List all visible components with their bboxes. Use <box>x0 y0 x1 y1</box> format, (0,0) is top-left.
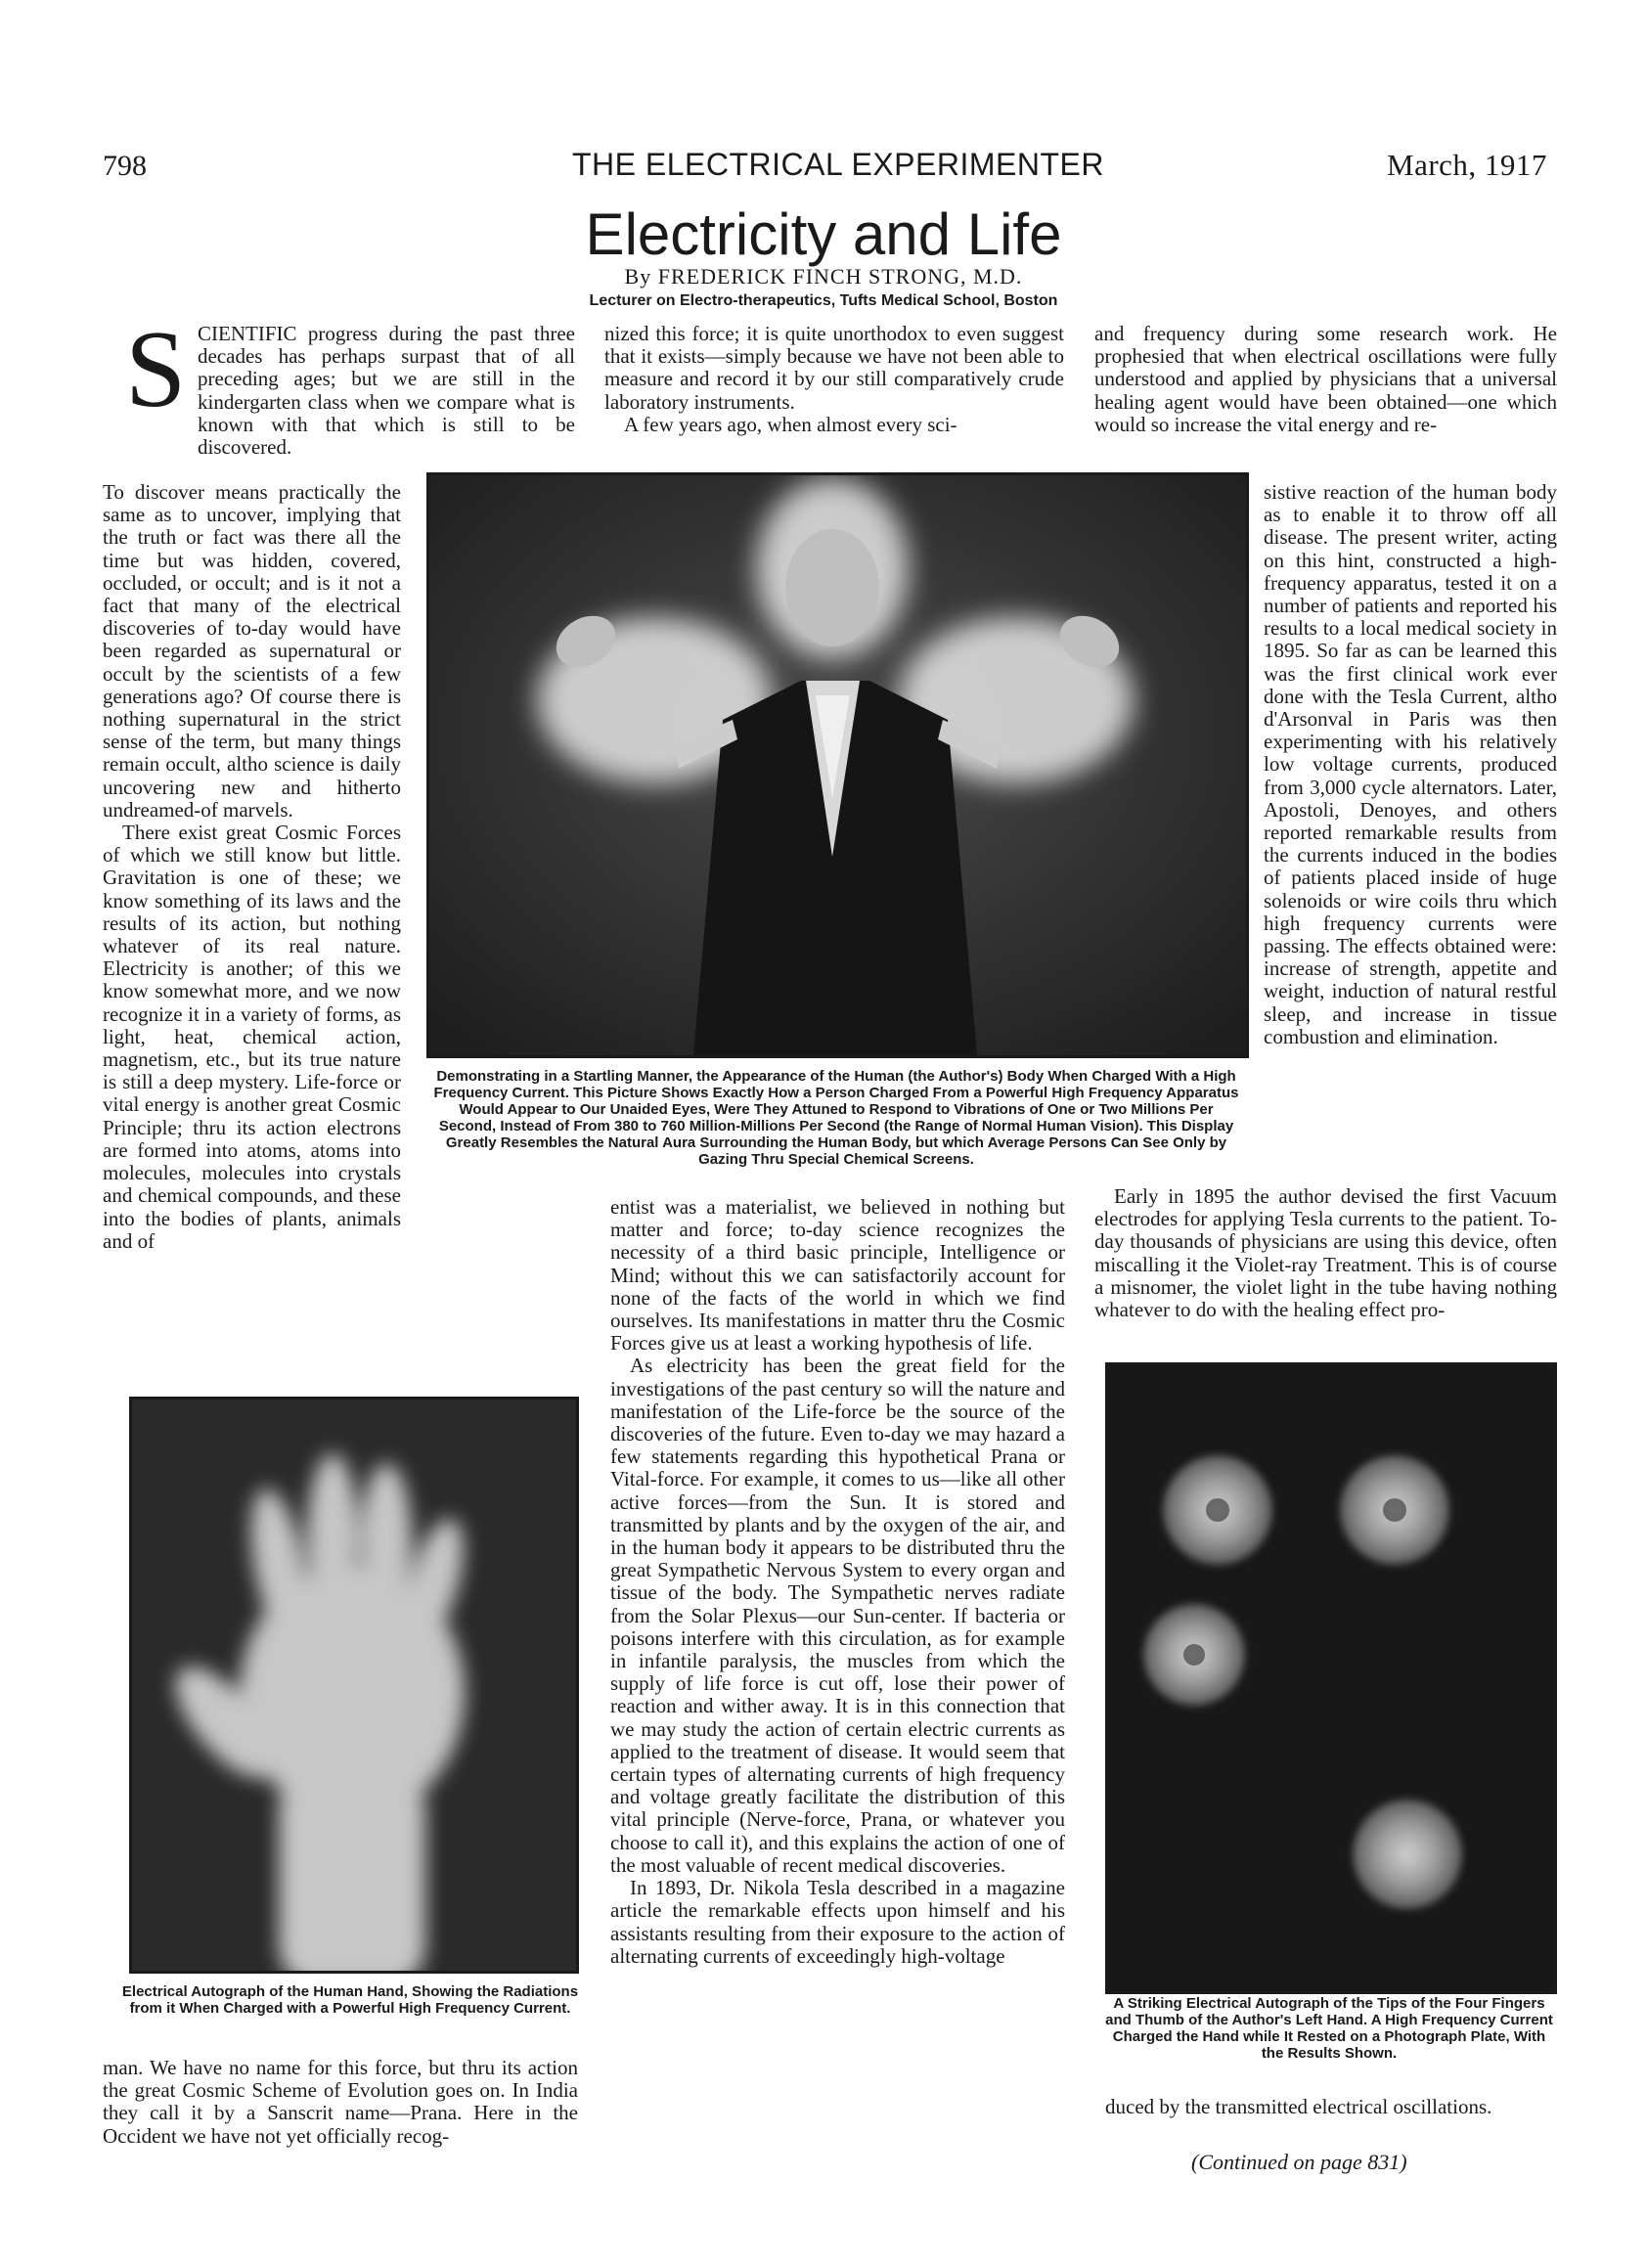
column-3-side <box>1264 481 1557 1048</box>
paragraph-discover: To discover means practically the same as to uncover, implying that the truth or fact was there all the time but was hidden, covered, occluded, or occult; and is it not a fact that many of the electrical discoveries of to-day would have been regarded as supernatural or occult by the scientists of a few generations ago? Of course there is nothing supernatural in the strict sense of the term, but many things remain occult, altho science is daily uncovering new and hitherto undreamed-of marvels. <box>103 480 401 822</box>
issue-date: March, 1917 <box>1387 148 1547 182</box>
column-3-top <box>1094 323 1557 436</box>
paragraph-man: man. We have no name for this force, but thru its action the great Cosmic Scheme of Evolution goes on. In India they call it by a Sanscrit name—Prana. Here in the Occident we have not yet officially recog- <box>103 2056 578 2148</box>
column-3-middle <box>1094 1185 1557 1321</box>
paragraph-entist: entist was a materialist, we believed in nothing but matter and force; to-day science recognizes the necessity of a third basic principle, Intelligence or Mind; without this we can satisfactorily account for none of the facts of the world in which we find ourselves. Its manifestations in matter thru the Cosmic Forces give us at least a working hypothesis of life. <box>610 1195 1065 1356</box>
column-2-lower <box>610 1196 1065 1968</box>
column-2-top <box>604 323 1064 436</box>
aura-photo <box>426 472 1249 1058</box>
magazine-title: THE ELECTRICAL EXPERIMENTER <box>572 147 1104 182</box>
fingertips-caption: A Striking Electrical Autograph of the Tips of the Four Fingers and Thumb of the Author's Left Hand. A High Frequency Current Charged the Hand while It Rested on a Photograph Plate, With the Results Shown. <box>1105 1995 1553 2062</box>
aura-figure-image <box>429 475 1246 1055</box>
hand-caption: Electrical Autograph of the Human Hand, Showing the Radiations from it When Charged with a Powerful High Frequency Current. <box>121 1983 579 2017</box>
paragraph-nized: nized this force; it is quite unorthodox to even suggest that it exists—simply because we have not been able to measure and record it by our still comparatively crude laboratory instruments. <box>604 322 1064 414</box>
hand-photo <box>129 1397 579 1974</box>
paragraph-resistive: sistive reaction of the human body as to enable it to throw off all disease. The present writer, acting on this hint, constructed a high-frequency apparatus, tested it on a number of patients and reported his results to a local medical society in 1895. So far as can be learned this was the first clinical work ever done with the Tesla Current, altho d'Arsonval in Paris was then experimenting with his relatively low voltage currents, produced from 3,000 cycle alternators. Later, Apostoli, Denoyes, and others reported remarkable results from the currents induced in the bodies of patients placed inside of huge solenoids or wire coils thru which high frequency currents were passing. The effects obtained were: increase of strength, appetite and weight, induction of natural restful sleep, and increase in tissue combustion and elimination. <box>1264 480 1557 1048</box>
column-1-upper <box>103 481 401 1253</box>
intro-text: CIENTIFIC progress during the past three decades has perhaps surpast that of all preceding ages; but we are still in the kindergarten class when we compare what is known with that which is still to be discovered. <box>198 322 575 460</box>
paragraph-tesla-1893: In 1893, Dr. Nikola Tesla described in a magazine article the remarkable effects upon himself and his assistants resulting from their exposure to the action of alternating currents of exceedingly high-voltage <box>610 1876 1065 1968</box>
paragraph-cosmic: There exist great Cosmic Forces of which we still know but little. Gravitation is one of these; we know something of its laws and the results of its action, but nothing whatever of its real nature. Electricity is another; of this we know somewhat more, and we now recognize it in a variety of forms, as light, heat, chemical action, magnetism, etc., but its true nature is still a deep mystery. Life-force or vital energy is another great Cosmic Principle; thru its action electrons are formed into atoms, atoms into molecules, molecules into crystals and chemical compounds, and these into the bodies of plants, animals and of <box>103 821 401 1253</box>
article-title: Electricity and Life <box>585 201 1062 267</box>
paragraph-frequency: and frequency during some research work. He prophesied that when electrical oscillations were fully understood and applied by physicians that a universal healing agent would have been obtained—one which would so increase the vital energy and re- <box>1094 322 1557 436</box>
paragraph-electricity-field: As electricity has been the great field for the investigations of the past century so will the nature and manifestation of the Life-force be the source of the discoveries of the future. Even to-day we may hazard a few statements regarding this hypothetical Prana or Vital-force. For example, it comes to us—like all other active forces—from the Sun. It is stored and transmitted by plants and by the oxygen of the air, and in the human body it appears to be distributed thru the great Sympathetic Nervous System to every organ and tissue of the body. The Sympathetic nerves radiate from the Solar Plexus—our Sun-center. If bacteria or poisons interfere with this circulation, as for example in infantile paralysis, the muscles from which the supply of life force is cut off, lose their power of reaction and wither away. It is in this connection that we may study the action of certain electric currents as applied to the treatment of disease. It would seem that certain types of alternating currents of high frequency and voltage greatly facilitate the distribution of this vital principle (Nerve-force, Prana, or whatever you choose to call it), and this explains the action of one of the most valuable of recent medical discoveries. <box>610 1354 1065 1877</box>
hand-radiation-image <box>132 1400 576 1971</box>
author-affiliation: Lecturer on Electro-therapeutics, Tufts Medical School, Boston <box>589 292 1058 309</box>
paragraph-early-1895: Early in 1895 the author devised the first Vacuum electrodes for applying Tesla currents to the patient. To-day thousands of physicians are using this device, often miscalling it the Violet-ray Treatment. This is of course a misnomer, the violet light in the tube having nothing whatever to do with the healing effect pro- <box>1094 1184 1557 1322</box>
paragraph-few-years: A few years ago, when almost every sci- <box>624 412 957 436</box>
continued-note: (Continued on page 831) <box>1191 2150 1407 2174</box>
drop-cap: S <box>125 309 187 430</box>
page-number: 798 <box>103 150 147 182</box>
column-1-lower <box>103 2057 578 2148</box>
fingertip-radiation-image <box>1108 1365 1554 1991</box>
paragraph-duced: duced by the transmitted electrical oscillations. <box>1105 2095 1492 2118</box>
column-3-lower <box>1105 2096 1555 2118</box>
aura-caption: Demonstrating in a Startling Manner, the Appearance of the Human (the Author's) Body When Charged With a High Frequency Current. This Picture Shows Exactly How a Person Charged From a Powerful High Frequency Apparatus Would Appear to Our Unaided Eyes, Were They Attuned to Respond to Vibrations of One or Two Millions Per Second, Instead of From 380 to 760 Million-Millions Per Second (the Range of Normal Human Vision). This Display Greatly Resembles the Natural Aura Surrounding the Human Body, but which Average Persons Can See Only by Gazing Thru Special Chemical Screens. <box>433 1068 1239 1168</box>
fingertips-photo <box>1105 1362 1557 1994</box>
article-byline: By FREDERICK FINCH STRONG, M.D. <box>624 264 1023 289</box>
intro-paragraph <box>198 323 575 459</box>
